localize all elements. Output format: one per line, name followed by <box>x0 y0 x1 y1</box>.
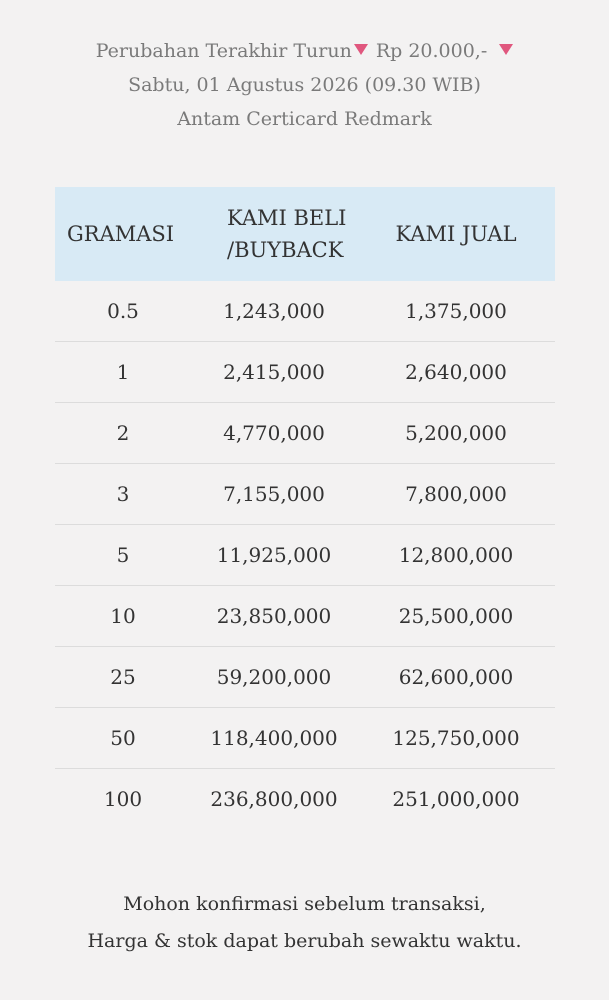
buyback-price-cell: 1,243,000 <box>191 281 357 342</box>
down-triangle-icon <box>499 44 513 55</box>
sell-price-cell: 62,600,000 <box>357 647 555 708</box>
disclaimer-line-2: Harga & stok dapat berubah sewaktu waktu. <box>87 930 522 952</box>
column-header-buyback <box>191 187 357 281</box>
buyback-header-line2: /BUYBACK <box>227 238 344 262</box>
disclaimer-line-1: Mohon konfirmasi sebelum transaksi, <box>123 893 486 915</box>
column-header-gramasi: GRAMASI <box>55 187 191 281</box>
table-row <box>55 403 555 464</box>
column-header-sell: KAMI JUAL <box>357 187 555 281</box>
table-row <box>55 342 555 403</box>
gram-cell: 2 <box>55 403 191 464</box>
price-table <box>55 187 555 829</box>
sell-price-cell: 251,000,000 <box>392 787 520 811</box>
table-row <box>55 586 555 647</box>
buyback-header-line1: KAMI BELI <box>227 206 347 230</box>
gram-cell: 3 <box>55 464 191 525</box>
gram-cell: 1 <box>55 342 191 403</box>
sell-price-cell: 2,640,000 <box>357 342 555 403</box>
down-triangle-icon <box>354 44 368 55</box>
date-line: Sabtu, 01 Agustus 2026 (09.30 WIB) <box>128 74 481 96</box>
change-amount: Rp 20.000,- <box>375 40 488 62</box>
buyback-price-cell: 11,925,000 <box>191 525 357 586</box>
price-table-body <box>55 281 555 829</box>
gram-cell: 50 <box>55 708 191 769</box>
sell-price-cell: 25,500,000 <box>357 586 555 647</box>
table-row <box>55 281 555 342</box>
gram-cell: 0.5 <box>55 281 191 342</box>
buyback-price-cell: 2,415,000 <box>191 342 357 403</box>
price-change-info <box>0 34 609 136</box>
sell-price-cell: 1,375,000 <box>357 281 555 342</box>
change-line <box>0 34 609 68</box>
change-label: Perubahan Terakhir Turun <box>95 40 352 62</box>
disclaimer-note <box>0 886 609 960</box>
buyback-price-cell: 236,800,000 <box>210 787 338 811</box>
gram-cell: 10 <box>55 586 191 647</box>
buyback-price-cell: 118,400,000 <box>191 708 357 769</box>
gram-cell: 100 <box>103 787 143 811</box>
gram-cell: 25 <box>55 647 191 708</box>
sell-price-cell: 12,800,000 <box>357 525 555 586</box>
buyback-price-cell: 7,155,000 <box>191 464 357 525</box>
buyback-price-cell: 4,770,000 <box>191 403 357 464</box>
buyback-price-cell: 23,850,000 <box>191 586 357 647</box>
price-table-header <box>55 187 555 281</box>
table-row <box>55 708 555 769</box>
gram-cell: 5 <box>55 525 191 586</box>
sell-price-cell: 7,800,000 <box>357 464 555 525</box>
product-name: Antam Certicard Redmark <box>177 108 432 130</box>
sell-price-cell: 5,200,000 <box>357 403 555 464</box>
table-row <box>55 525 555 586</box>
table-row <box>55 464 555 525</box>
table-row <box>55 647 555 708</box>
table-row <box>55 769 555 830</box>
buyback-price-cell: 59,200,000 <box>191 647 357 708</box>
sell-price-cell: 125,750,000 <box>357 708 555 769</box>
